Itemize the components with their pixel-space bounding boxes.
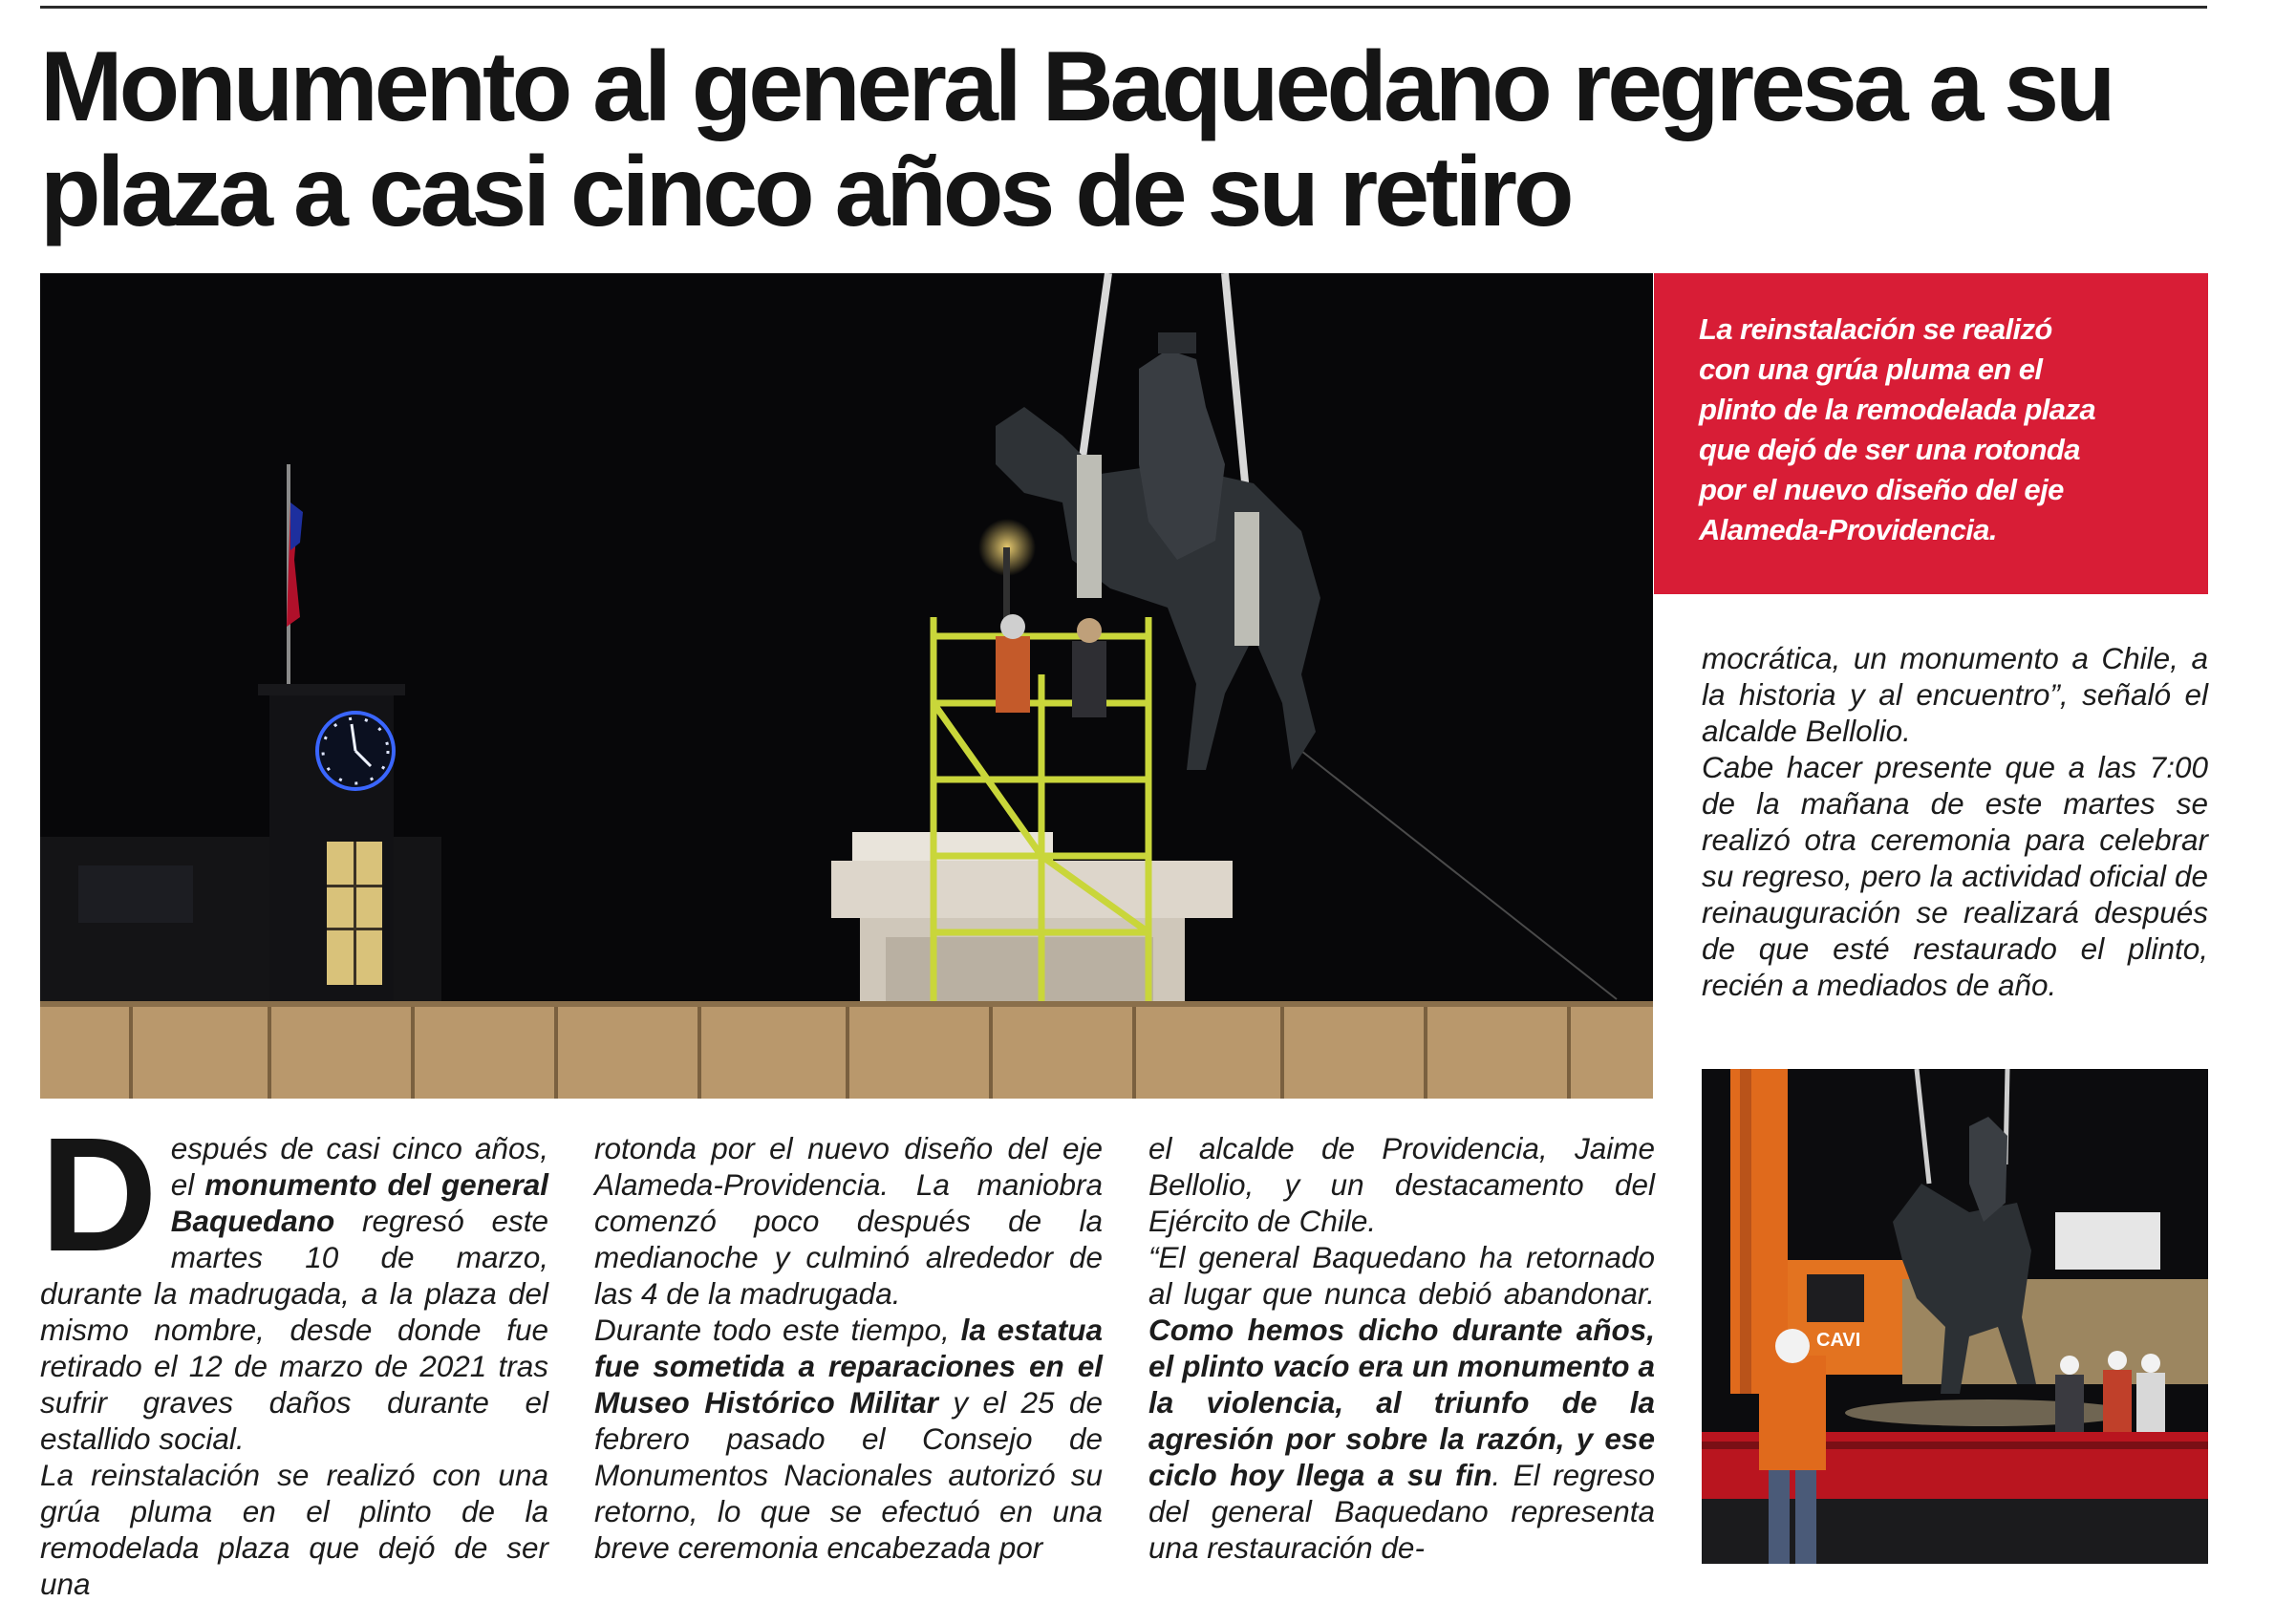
text-run: y el 25 de febrero pasado el Consejo de Monumentos Nacionales autorizó su retorno, lo que se efectuó en una breve ceremonia encabezada por: [594, 1385, 1104, 1565]
text-run: regresó este martes 10 de marzo, durante la madrugada, a la plaza del mismo nombre, desde donde fue retirado el 12 de marzo de 2021 tras sufrir graves daños durante el estallido social.: [40, 1204, 548, 1456]
secondary-photo: [1702, 1069, 2208, 1564]
article-column-2: [594, 1130, 1103, 1566]
article-paragraph: [1148, 1239, 1655, 1566]
headline-line-1: Monumento al general Baquedano regresa a su: [40, 32, 2113, 142]
article-paragraph: el alcalde de Providencia, Jaime Bellolio, y un destacamento del Ejército de Chile.: [1148, 1131, 1655, 1238]
text-run: espués de casi cinco años, el: [170, 1131, 548, 1202]
secondary-photo-illustration: [1702, 1069, 2208, 1564]
text-run: . El regreso del general Baquedano representa una restauración de-: [1148, 1458, 1655, 1565]
top-rule: [40, 6, 2207, 9]
article-paragraph: [594, 1312, 1103, 1566]
pull-quote-callout: [1654, 273, 2208, 594]
bold-text-run: monumento del general Baquedano: [170, 1167, 548, 1238]
bold-text-run: la estatua fue sometida a reparaciones en el Museo Histórico Militar: [594, 1313, 1104, 1420]
truck-label: CAVI: [1816, 1330, 1861, 1351]
callout-line: que dejó de ser una rotonda: [1699, 433, 2080, 466]
article-paragraph: Cabe hacer presente que a las 7:00 de la mañana de este martes se realizó otra ceremonia para celebrar su regreso, pero la actividad oficial de reinauguración se realizará después de que esté restaurado el plinto, recién a mediados de año.: [1702, 750, 2208, 1002]
callout-line: Alameda-Providencia.: [1699, 513, 1997, 546]
drop-cap: D: [40, 1104, 154, 1286]
headline: [40, 34, 2219, 245]
main-photo-illustration: [40, 273, 1653, 1099]
article-paragraph: La reinstalación se realizó con una grúa pluma en el plinto de la remodelada plaza que dejó de ser una: [40, 1458, 548, 1601]
bold-text-run: Como hemos dicho durante años, el plinto vacío era un monumento a la violencia, al triunfo de la agresión por sobre la razón, y ese ciclo hoy llega a su fin: [1148, 1313, 1655, 1492]
callout-line: con una grúa pluma en el: [1699, 352, 2043, 386]
callout-line: La reinstalación se realizó: [1699, 312, 2052, 346]
article-paragraph: mocrática, un monumento a Chile, a la historia y al encuentro”, señaló el alcalde Bellolio.: [1702, 641, 2208, 748]
text-run: “El general Baquedano ha retornado al lugar que nunca debió abandonar.: [1148, 1240, 1655, 1311]
text-run: Durante todo este tiempo,: [594, 1313, 961, 1347]
callout-line: plinto de la remodelada plaza: [1699, 393, 2095, 426]
headline-line-2: plaza a casi cinco años de su retiro: [40, 137, 1571, 247]
article-column-1: [40, 1104, 548, 1602]
callout-line: por el nuevo diseño del eje: [1699, 473, 2064, 506]
main-photo: [40, 273, 1653, 1099]
article-column-3: [1148, 1130, 1655, 1566]
article-paragraph: rotonda por el nuevo diseño del eje Alameda-Providencia. La maniobra comenzó poco después de la medianoche y culminó alrededor de las 4 de la madrugada.: [594, 1131, 1103, 1311]
article-column-4: [1702, 640, 2208, 1003]
